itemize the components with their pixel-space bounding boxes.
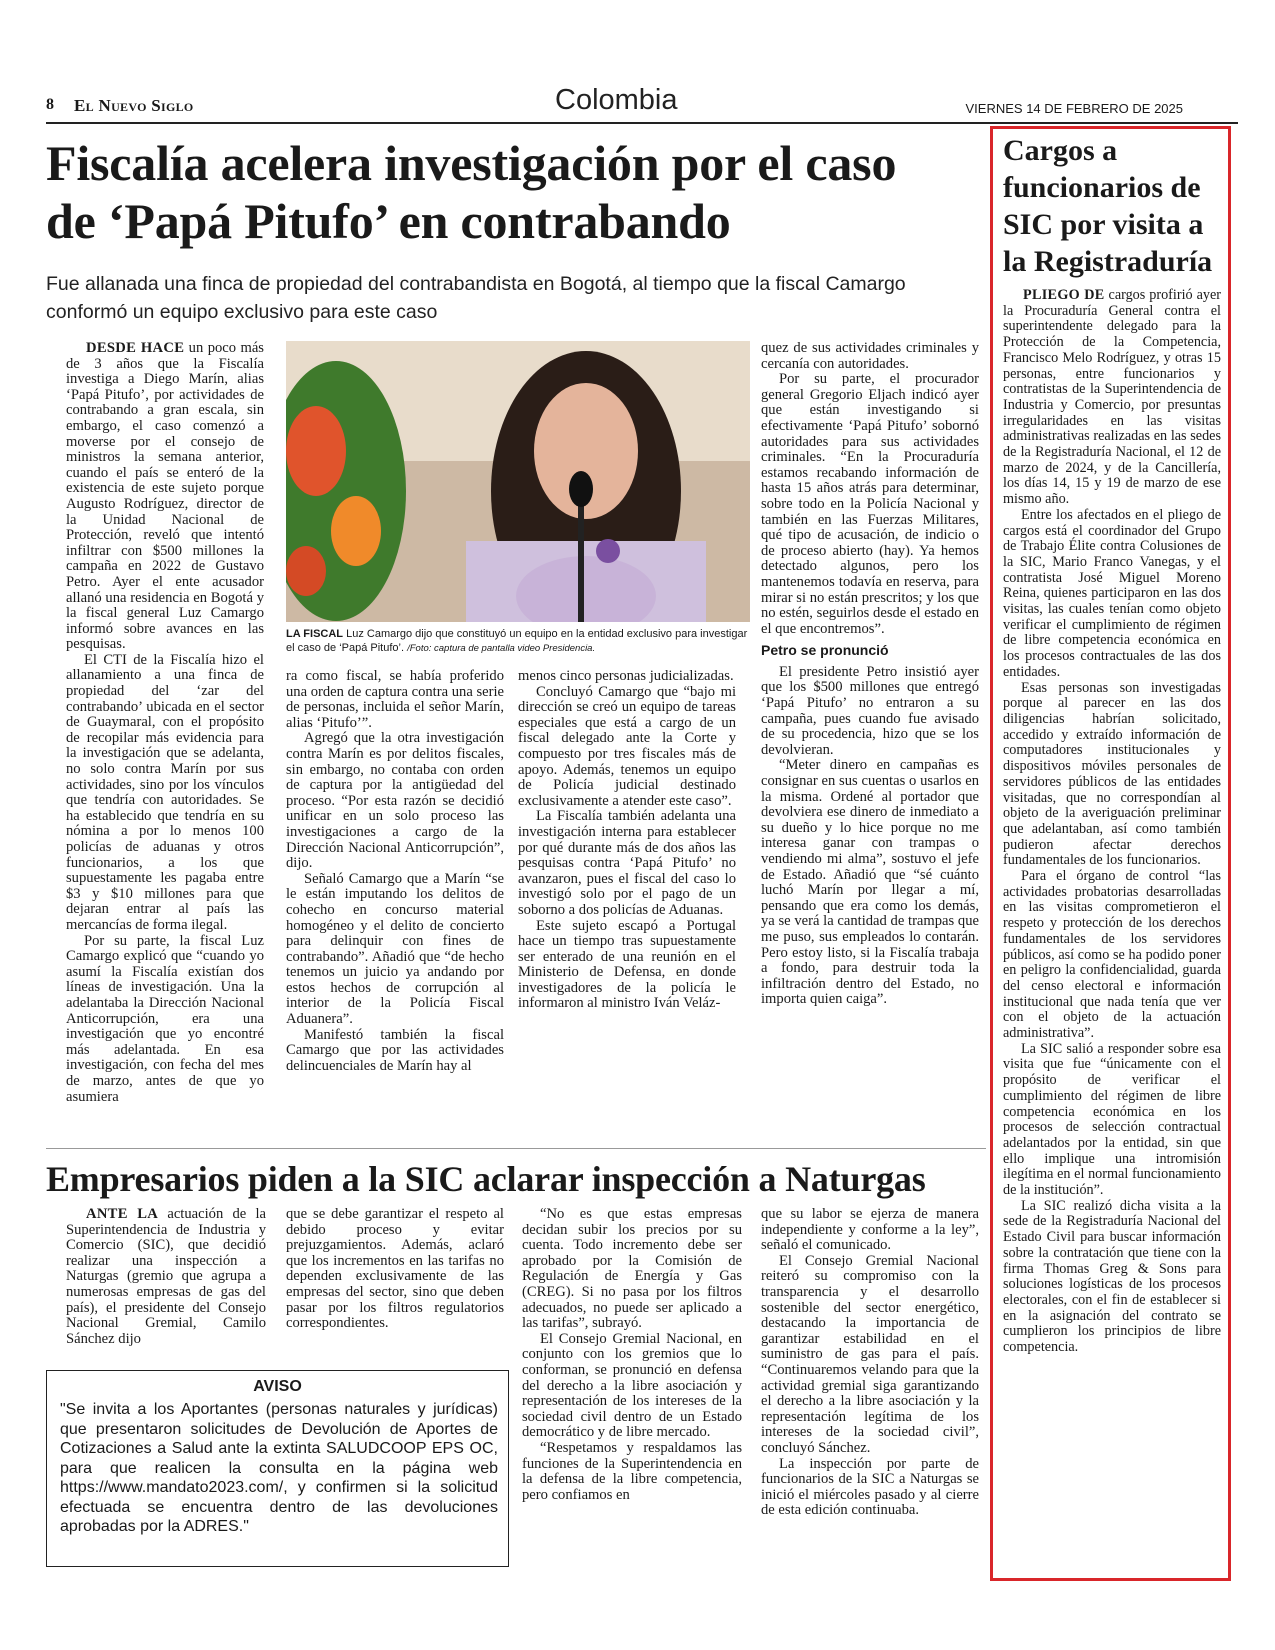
paragraph: Agregó que la otra investigación contra Marín es por delitos fiscales, sin embargo, no contaba con orden de captura por la antigüedad del proceso. “Por esta razón se decidió unificar en un solo proceso las investigaciones a cargo de la Dirección Nacional Anticorrupción”, dijo. [286,730,504,872]
paragraph: El CTI de la Fiscalía hizo el allanamiento a una finca de propiedad del ‘zar del contrabando’ ubicada en el sector de Guaymaral, con el propósito de recopilar más evidencia para la investigación que se adelanta, no solo contra Marín por sus actividades, sino por los vínculos que tendría con autoridades. Se ha establecido que tendría en su nómina a por lo menos 100 policías de aduanas y otros funcionarios, a los que supuestamente les pagaba entre $3 y $10 millones para que dejaran entrar al país las mercancías de forma ilegal. [66,651,264,933]
lead-in: PLIEGO DE [1023,287,1105,303]
paragraph: Por su parte, la fiscal Luz Camargo explicó que “cuando yo asumí la Fiscalía existían dos líneas de investigación. Una la adelantaba la Dirección Nacional Anticorrupción, era una investigación que yo encontré más adelantada. En esa investigación, con fecha del mes de marzo, antes de que yo asumiera [66,932,264,1105]
paragraph: El presidente Petro insistió ayer que los $500 millones que entregó ‘Papá Pitufo’ no entraron a su campaña, pues cuando fue avisado de su procedencia, hizo que se los devolvieran. [761,663,979,758]
section-title: Colombia [555,84,678,116]
paragraph: La Fiscalía también adelanta una investigación interna para establecer por qué durante más de dos años las pesquisas contra ‘Papá Pitufo’ no avanzaron, pues el fiscal del caso lo investigó solo por el pago de un soborno a dos policías de Aduanas. [518,808,736,918]
main-headline: Fiscalía acelera investigación por el caso de ‘Papá Pitufo’ en contrabando [46,135,897,249]
caption-text: Luz Camargo dijo que constituyó un equipo en la entidad exclusivo para investigar el caso de ‘Papá Pitufo’. [286,628,748,654]
caption-lead: LA FISCAL [286,628,344,640]
second-headline: Empresarios piden a la SIC aclarar inspección a Naturgas [46,1159,926,1199]
paragraph: ra como fiscal, se había proferido una orden de captura contra una serie de personas, incluida el señor Marín, alias ‘Pitufo’”. [286,668,504,731]
photo-illustration [286,341,750,622]
paragraph: Para el órgano de control “las actividades probatorias desarrolladas en las visitas comprometieron el respeto y protección de los derechos fundamentales de los servidores públicos, así como se ha podido poner en peligro la confidencialidad, guarda del censo electoral e información institucional que nada tenía que ver con el objeto de la actuación administrativa”. [1003,868,1221,1042]
header-rule [46,122,1238,124]
paragraph: un poco más de 3 años que la Fiscalía investiga a Diego Marín, alias ‘Papá Pitufo’, por actividades de contrabando a gran escala, sin embargo, el caso comenzó a moverse por el consejo de ministros la semana anterior, cuando el país se enteró de la existencia de este sujeto porque Augusto Rodríguez, director de la Unidad Nacional de Protección, reveló que intentó infiltrar con $500 millones la campaña en 2022 de Gustavo Petro. Ayer el ente acusador allanó una residencia en Bogotá y la fiscal general Luz Camargo informó sobre avances en las pesquisas. [66,340,264,653]
paragraph: Por su parte, el procurador general Gregorio Eljach indicó ayer que están investigando si efectivamente ‘Papá Pitufo’ sobornó autoridades para sus actividades criminales. “En la Procuraduría estamos recabando información de hasta 15 años atrás para determinar, sobre todo en la Policía Nacional y también en las Fuerzas Militares, qué tipo de acusación, de indicio o de proceso abierto (hay). Ya hemos detectado algunos, pero los mantenemos todavía en reserva, para mirar si no están prescritos; y los que no estén, seguirlos desde el estado en el que encontremos”. [761,371,979,637]
photo-fiscal [286,341,750,622]
photo-caption [286,627,750,656]
aviso-title: AVISO [253,1378,302,1395]
paragraph: quez de sus actividades criminales y cercanía con autoridades. [761,340,979,372]
main-column-3 [518,669,736,1012]
aviso-body: "Se invita a los Aportantes (personas naturales y jurídicas) que presentaron solicitudes de Devolución de Aportes de Cotizaciones a Salud ante la extinta SALUDCOOP EPS OC, para que realicen la consulta en la página web https://www.mandato2023.com/, y confirmen si la solicitud efectuada se encuentra dentro de las devoluciones aprobadas por la ADRES." [60,1401,498,1535]
second-column-4 [761,1207,979,1519]
paragraph: Este sujeto escapó a Portugal hace un tiempo tras supuestamente ser enterado de una reunión en el Ministerio de Defensa, en donde investigadores de la policía le informaron al ministro Iván Veláz- [518,917,736,1012]
main-column-1 [66,341,264,1105]
masthead: El Nuevo Siglo [74,96,194,115]
paragraph: menos cinco personas judicializadas. [518,668,734,684]
main-column-2 [286,669,504,1074]
paragraph: El Consejo Gremial Nacional reiteró su compromiso con la transparencia y el desarrollo sostenible del sector energético, destacando la importancia de garantizar estabilidad en el suministro de gas para el país. “Continuaremos velando para que la actividad gremial siga garantizando el derecho a la libre asociación y la representación legítima de los intereses de la sociedad civil”, concluyó Sánchez. [761,1252,979,1456]
main-column-4 [761,341,979,1008]
photo-credit: /Foto: captura de pantalla video Presidencia. [407,643,596,654]
sidebar-body [1003,288,1221,1356]
edition-date: VIERNES 14 DE FEBRERO DE 2025 [965,101,1183,116]
paragraph: Señaló Camargo que a Marín “se le están imputando los delitos de cohecho en concurso material homogéneo y el delito de concierto para delinquir con fines de contrabando”. Añadió que “de hecho tenemos un juicio ya andando por estos hechos de corrupción al interior de la Policía Fiscal Aduanera”. [286,870,504,1028]
paragraph: “Meter dinero en campañas es consignar en sus cuentas o usarlos en la misma. Ordené al portador que devolviera ese dinero de inmediato a su dueño y lo hice porque no me interesa ganar con trampas o vendiendo mi alma”, sostuvo el jefe de Estado. Añadió que “sé cuánto luchó Marín por llegar a mí, pensando que era como los demás, ya se verá la cantidad de trampas que me puso, sus empleados lo contarán. Pero estoy listo, si la Fiscalía trabaja a fondo, para destruir toda la infiltración dentro del Estado, no importa quien caiga”. [761,757,979,1008]
second-column-2 [286,1207,504,1332]
paragraph: El Consejo Gremial Nacional, en conjunto con los gremios que lo conforman, se pronunció en defensa del derecho a la libre asociación y representación de los intereses de la sociedad civil dentro de un Estado democrático y de libre mercado. [522,1330,742,1441]
second-column-1 [66,1207,266,1347]
paragraph: Entre los afectados en el pliego de cargos está el coordinador del Grupo de Trabajo Élite contra Colusiones de la SIC, Mario Franco Vanegas, y el contratista José Miguel Moreno Reina, quienes participaron en las dos visitas, las cuales tenían como objeto verificar el cumplimiento de régimen de libre competencia económica en los procesos contractuales de las dos entidades. [1003,506,1221,680]
paragraph: cargos profirió ayer la Procuraduría General contra el superintendente delegado para la Protección de la Competencia, Francisco Melo Rodríguez, y otras 15 personas, entre funcionarios y contratistas de la Superintendencia de Industria y Comercio, por presuntas irregularidades en las visitas administrativas realizadas en las sedes de la Registraduría Nacional, el 12 de marzo de 2024, y de la Cancillería, los días 14, 15 y 19 de marzo de ese mismo año. [1003,287,1221,508]
paragraph: que se debe garantizar el respeto al debido proceso y evitar prejuzgamientos. Además, aclaró que los incrementos en las tarifas no dependen exclusivamente de las empresas del sector, sino que deben pasar por los filtros regulatorios correspondientes. [286,1206,504,1332]
paragraph: Concluyó Camargo que “bajo mi dirección se creó un equipo de tareas especiales que está a cargo de un fiscal delegado ante la Corte y compuesto por tres fiscales más de apoyo. Además, tenemos un equipo de Policía judicial destinado exclusivamente a atender este caso”. [518,683,736,809]
sidebar-headline: Cargos a funcionarios de SIC por visita a la Registraduría [1003,134,1213,278]
lead-in: ANTE LA [86,1206,159,1222]
paragraph: Manifestó también la fiscal Camargo que por las actividades delincuenciales de Marín hay al [286,1026,504,1074]
paragraph: La SIC salió a responder sobre esa visita que fue “únicamente con el propósito de verificar el cumplimiento del régimen de libre competencia económica en los procesos de selección contractual adelantados por la entidad, sin que ello implique una intromisión ilegítima en el normal funcionamiento de la institución”. [1003,1040,1221,1199]
paragraph: Esas personas son investigadas porque al parecer en las dos diligencias habrían solicitado, accedido y extraído información de computadores institucionales y dispositivos móviles personales de servidores públicos de las entidades visitadas, que no correspondían al objeto de la averiguación preliminar que adelantaban, así como también pudieron afectar derechos fundamentales de los funcionarios. [1003,679,1221,869]
paragraph: La SIC realizó dicha visita a la sede de la Registraduría Nacional del Estado Civil para buscar información sobre la contratación que tiene con la firma Thomas Greg & Sons para soluciones logísticas de los procesos electorales, con el fin de establecer si en la asignación del contrato se cumplieron los principios de libre competencia. [1003,1197,1221,1356]
paragraph: actuación de la Superintendencia de Industria y Comercio (SIC), que decidió realizar una inspección a Naturgas (gremio que agrupa a numerosas empresas de gas del país), el presidente del Consejo Nacional Gremial, Camilo Sánchez dijo [66,1206,266,1347]
paragraph: “Respetamos y respaldamos las funciones de la Superintendencia en la defensa de la libre competencia, pero confiamos en [522,1439,742,1503]
main-deck: Fue allanada una finca de propiedad del contrabandista en Bogotá, al tiempo que la fiscal Camargo conformó un equipo exclusivo para este caso [46,273,906,323]
paragraph: La inspección por parte de funcionarios de la SIC a Naturgas se inició el miércoles pasado y al cierre de esta edición continuaba. [761,1455,979,1519]
paragraph: “No es que estas empresas decidan subir los precios por su cuenta. Todo incremento debe ser aprobado por la Comisión de Regulación de Energía y Gas (CREG). Si no pasa por los filtros adecuados, no puede ser aplicado a las tarifas”, subrayó. [522,1206,742,1332]
second-column-3 [522,1207,742,1503]
subheading: Petro se pronunció [761,642,889,659]
page-number: 8 [46,96,54,113]
story-divider [46,1148,986,1149]
paragraph: que su labor se ejerza de manera independiente y conforme a la ley”, señaló el comunicado. [761,1206,979,1254]
lead-in: DESDE HACE [86,340,185,356]
